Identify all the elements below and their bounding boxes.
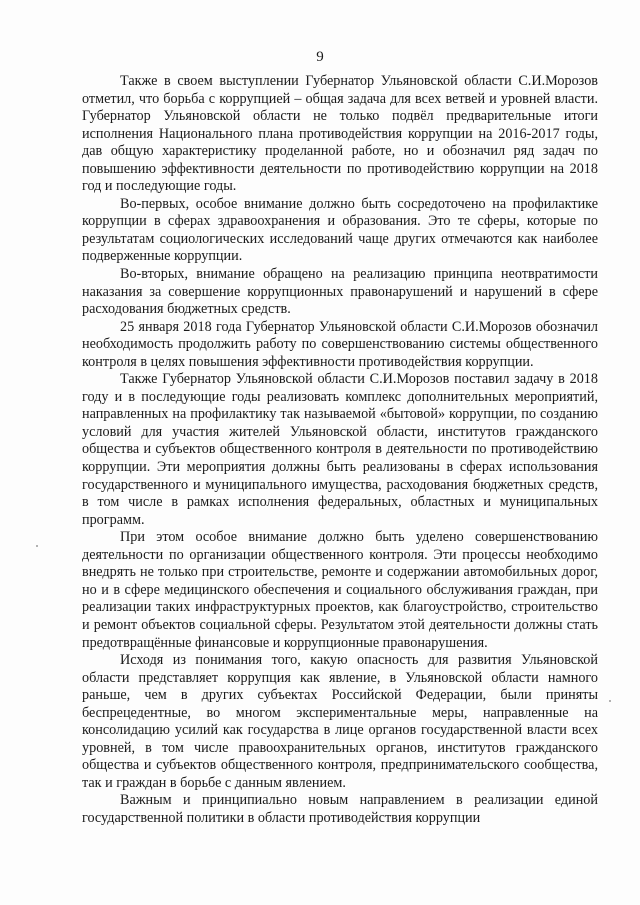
scan-speck — [36, 545, 38, 547]
paragraph-first-priority: Во-первых, особое внимание должно быть сосредоточено на профилактике коррупции в сферах здравоохранения и образования. Это те сферы, которые по результатам социологических исследований чаще других отмечаются как наиболее подверженные коррупции. — [82, 195, 598, 265]
page-number: 9 — [316, 49, 324, 65]
document-body — [82, 73, 598, 828]
scan-speck — [609, 700, 611, 702]
paragraph-regional-measures: Исходя из понимания того, какую опасность для развития Ульяновской области представляет коррупция как явление, в Ульяновской области намного раньше, чем в других субъектах Российской Федерации, были приняты беспрецедентные, во многом экспериментальные меры, направленные на консолидацию усилий как государства в лице органов государственной власти всех уровней, в том числе правоохранительных органов, институтов гражданского общества и субъектов общественного контроля, предпринимательского сообщества, так и граждан в борьбе с данным явлением. — [82, 652, 598, 791]
paragraph-second-priority: Во-вторых, внимание обращено на реализацию принципа неотвратимости наказания за совершение коррупционных правонарушений и нарушений в сфере расходования бюджетных средств. — [82, 266, 598, 318]
paragraph-january-2018: 25 января 2018 года Губернатор Ульяновской области С.И.Морозов обозначил необходимость продолжить работу по совершенствованию системы общественного контроля в целях повышения эффективности противодействия коррупции. — [82, 318, 598, 370]
paragraph-new-direction: Важным и принципиально новым направлением в реализации единой государственной политики в области противодействия коррупции — [82, 792, 598, 826]
paragraph-public-control: При этом особое внимание должно быть уделено совершенствованию деятельности по организации общественного контроля. Эти процессы необходимо внедрять не только при строительстве, ремонте и содержании автомобильных дорог, но и в сфере медицинского обеспечения и социального обслуживания граждан, при реализации таких инфраструктурных проектов, как благоустройство, строительство и ремонт объектов социальной сферы. Результатом этой деятельности должны стать предотвращённые финансовые и коррупционные правонарушения. — [82, 529, 598, 651]
paragraph-household-corruption: Также Губернатор Ульяновской области С.И.Морозов поставил задачу в 2018 году и в последующие годы реализовать комплекс дополнительных мероприятий, направленных на профилактику так называемой «бытовой» коррупции, по созданию условий для участия жителей Ульяновской области, институтов гражданского общества и субъектов общественного контроля в деятельности по противодействию коррупции. Эти мероприятия должны быть реализованы в сферах использования государственного и муниципального имущества, расходования бюджетных средств, в том числе в рамках исполнения федеральных, областных и муниципальных программ. — [82, 371, 598, 528]
paragraph-governor-speech: Также в своем выступлении Губернатор Ульяновской области С.И.Морозов отметил, что борьба с коррупцией – общая задача для всех ветвей и уровней власти. Губернатор Ульяновской области не только подвёл предварительные итоги исполнения Национального плана противодействия коррупции на 2016-2017 годы, дав общую характеристику проделанной работе, но и обозначил ряд задач по повышению эффективности деятельности по противодействию коррупции на 2018 год и последующие годы. — [82, 73, 598, 195]
